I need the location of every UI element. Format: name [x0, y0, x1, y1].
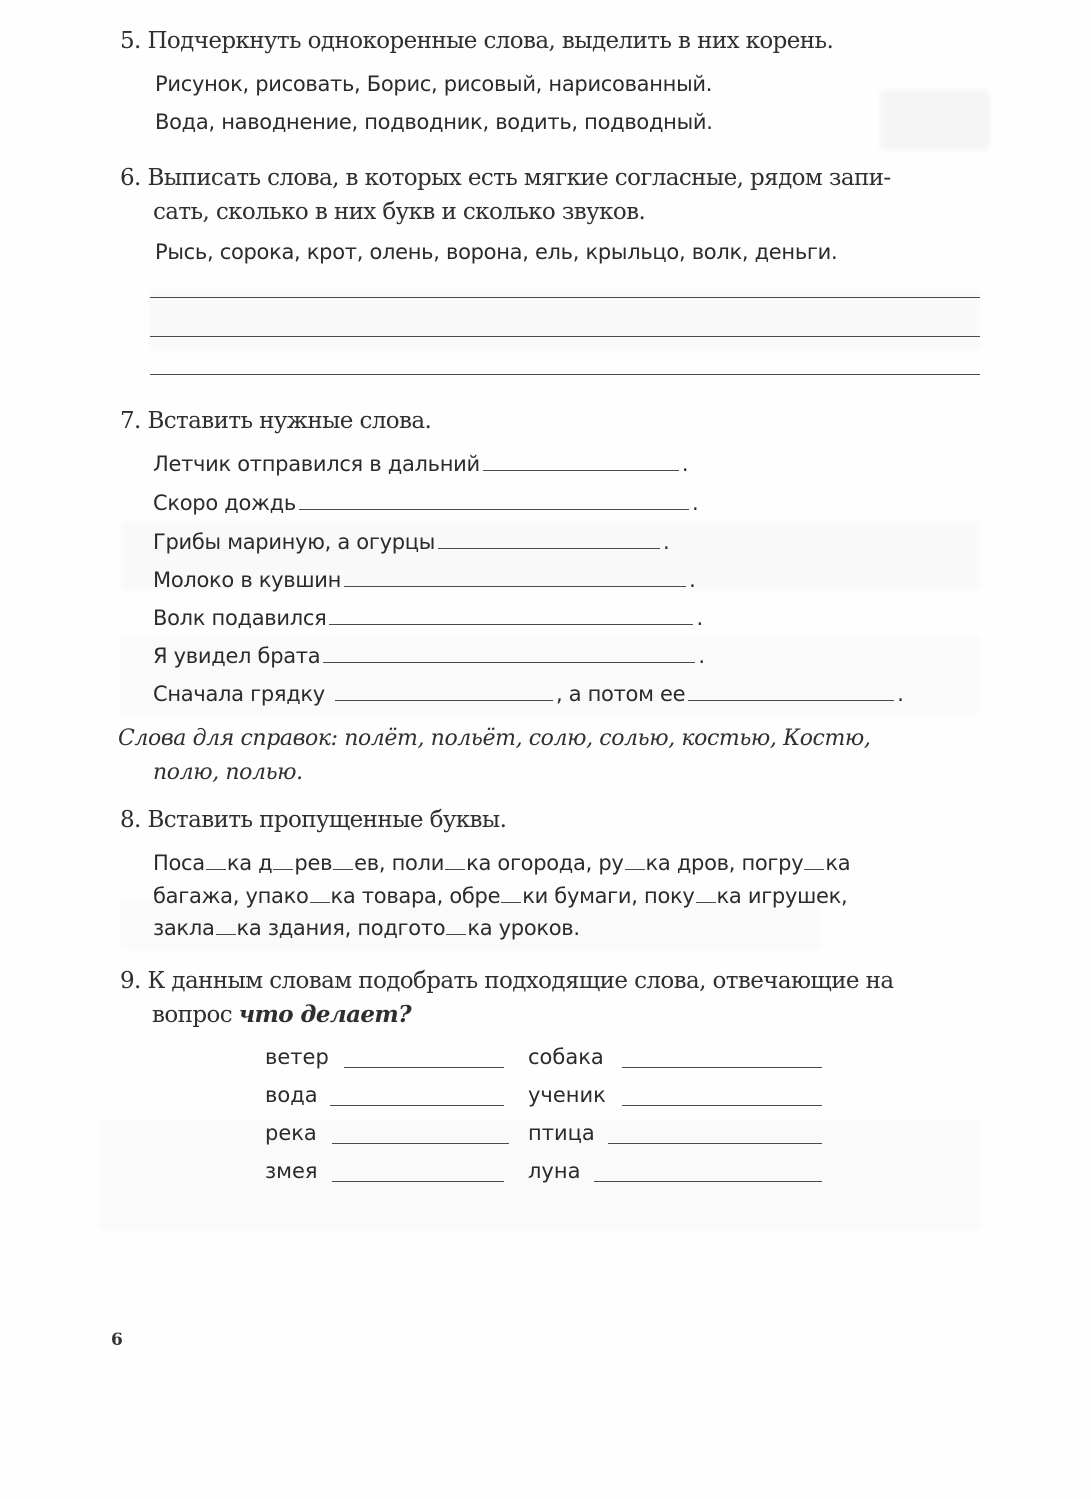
letter-gap[interactable] — [310, 901, 330, 903]
pair-blank-left-3[interactable] — [332, 1143, 509, 1144]
task-7-hint-line-2: полю, полью. — [153, 760, 303, 785]
pair-word-right-2: ученик — [528, 1083, 606, 1107]
task-6-title-line-2: сать, сколько в них букв и сколько звуков. — [153, 199, 646, 225]
letter-gap[interactable] — [446, 933, 466, 935]
pair-blank-left-1[interactable] — [344, 1067, 504, 1068]
letter-gap[interactable] — [445, 868, 465, 870]
task-6-number: 6. — [120, 165, 141, 191]
pair-blank-right-4[interactable] — [594, 1181, 822, 1182]
task-7-sentence-4: Молоко в кувшин . — [153, 568, 696, 592]
answer-line-1[interactable] — [150, 297, 980, 298]
task-5-number: 5. — [120, 28, 141, 54]
pair-blank-left-2[interactable] — [330, 1105, 504, 1106]
fill-blank[interactable] — [329, 623, 693, 625]
task-6-heading — [120, 165, 891, 191]
task-8-heading — [120, 807, 506, 833]
task-7-number: 7. — [120, 408, 141, 434]
pair-word-left-4: змея — [265, 1159, 318, 1183]
task-7-sentence-1: Летчик отправился в дальний . — [153, 452, 689, 476]
task-9-number: 9. — [120, 968, 141, 994]
letter-gap[interactable] — [625, 868, 645, 870]
task-8-number: 8. — [120, 807, 141, 833]
pair-word-right-4: луна — [528, 1159, 581, 1183]
task-9-heading — [120, 968, 893, 994]
pair-blank-right-3[interactable] — [608, 1143, 822, 1144]
task-6-title-line-1: Выписать слова, в которых есть мягкие согласные, рядом запи- — [147, 165, 891, 191]
task-5-line-1: Рисунок, рисовать, Борис, рисовый, нарисованный. — [155, 72, 713, 96]
task-7-sentence-6: Я увидел брата . — [153, 644, 705, 668]
fill-blank[interactable] — [335, 699, 553, 701]
pair-word-left-2: вода — [265, 1083, 318, 1107]
letter-gap[interactable] — [216, 933, 236, 935]
scan-bleed — [150, 290, 980, 350]
fill-blank[interactable] — [323, 661, 695, 663]
pair-word-left-3: река — [265, 1121, 317, 1145]
pair-word-right-1: собака — [528, 1045, 604, 1069]
letter-gap[interactable] — [273, 868, 293, 870]
task-7-sentence-2: Скоро дождь . — [153, 491, 699, 515]
task-7-title: Вставить нужные слова. — [147, 408, 432, 434]
task-7-hint-line-1: Слова для справок: полёт, польёт, солю, солью, костью, Костю, — [118, 726, 871, 751]
task-6-heading-cont — [153, 199, 645, 225]
pair-blank-left-4[interactable] — [332, 1181, 504, 1182]
pair-word-right-3: птица — [528, 1121, 595, 1145]
letter-gap[interactable] — [696, 901, 716, 903]
task-5-line-2: Вода, наводнение, подводник, водить, подводный. — [155, 110, 713, 134]
task-6-words: Рысь, сорока, крот, олень, ворона, ель, крыльцо, волк, деньги. — [155, 240, 838, 264]
letter-gap[interactable] — [501, 901, 521, 903]
fill-blank[interactable] — [438, 547, 660, 549]
page-number: 6 — [111, 1330, 123, 1350]
fill-blank[interactable] — [483, 469, 679, 471]
letter-gap[interactable] — [804, 868, 824, 870]
task-7-sentence-5: Волк подавился . — [153, 606, 703, 630]
pair-blank-right-2[interactable] — [622, 1105, 822, 1106]
task-9-question-emphasis: что делает? — [238, 1001, 412, 1028]
fill-blank[interactable] — [344, 585, 686, 587]
task-9-heading-cont — [152, 1001, 411, 1028]
fill-blank[interactable] — [299, 508, 689, 510]
task-7-heading — [120, 408, 431, 434]
fill-blank[interactable] — [688, 699, 894, 701]
answer-line-3[interactable] — [150, 374, 980, 375]
task-8-title: Вставить пропущенные буквы. — [147, 807, 507, 833]
answer-line-2[interactable] — [150, 336, 980, 337]
task-7-sentence-7: Сначала грядку , а потом ее . — [153, 682, 904, 706]
task-9-title-line-1: К данным словам подобрать подходящие слова, отвечающие на — [147, 968, 894, 994]
task-9-title-line-2: вопрос — [152, 1002, 239, 1028]
pair-word-left-1: ветер — [265, 1045, 329, 1069]
scan-bleed — [880, 90, 990, 150]
letter-gap[interactable] — [206, 868, 226, 870]
task-8-line-1: Поса ка д рев ев, поли ка огорода, ру ка дров, погру ка — [153, 851, 851, 875]
task-5-title: Подчеркнуть однокоренные слова, выделить в них корень. — [147, 28, 834, 54]
task-8-line-2: багажа, упако ка товара, обре ки бумаги, поку ка игрушек, — [153, 884, 848, 908]
task-5-heading — [120, 28, 833, 54]
pair-blank-right-1[interactable] — [622, 1067, 822, 1068]
letter-gap[interactable] — [333, 868, 353, 870]
task-7-sentence-3: Грибы мариную, а огурцы . — [153, 530, 670, 554]
task-8-line-3: закла ка здания, подгото ка уроков. — [153, 916, 580, 940]
